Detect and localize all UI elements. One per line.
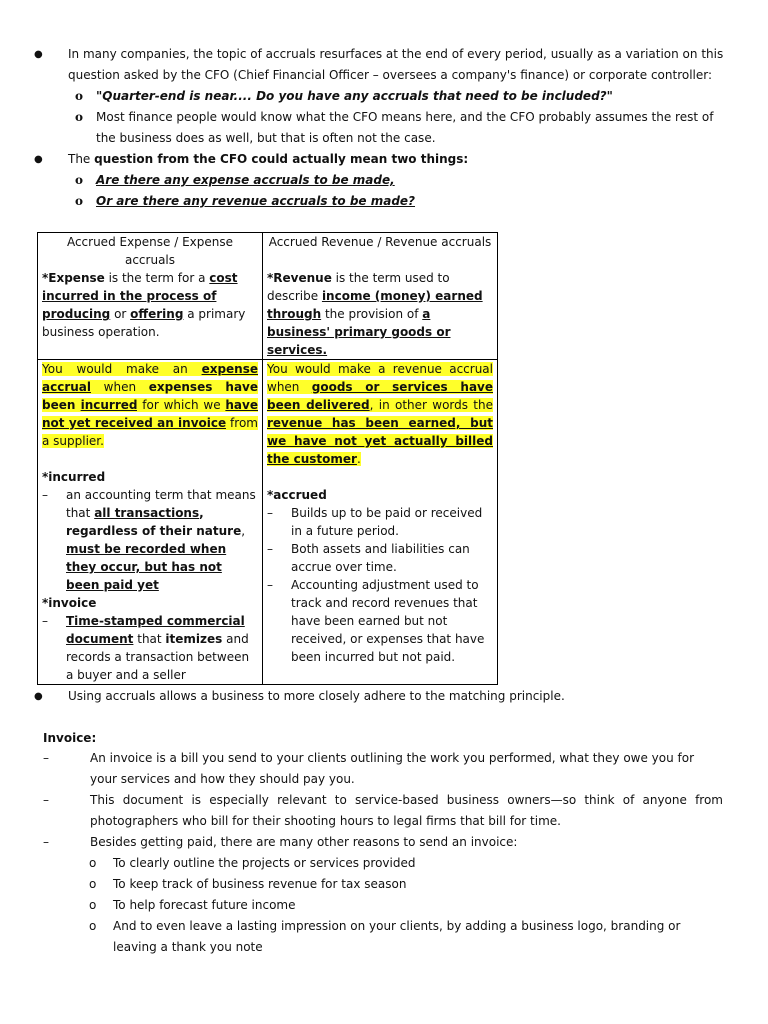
list-item — [28, 149, 728, 170]
list-item: – An invoice is a bill you send to your clients outlining the work you performed, what they owe you for your services and how they should pay you. — [43, 748, 723, 790]
sub-bullet-icon: o — [89, 877, 97, 891]
table-cell — [263, 233, 498, 360]
question-revenue: Or are there any revenue accruals to be made? — [96, 194, 416, 208]
list-item: o To clearly outline the projects or services provided — [43, 853, 723, 874]
accruals-table — [37, 232, 498, 685]
expense-definition: *Expense is the term for a cost incurred in the process of producing or offering a primary business operation. — [42, 271, 246, 339]
bullet-icon: ● — [34, 49, 43, 60]
bullet-icon: ● — [34, 691, 43, 702]
accrued-title: *accrued — [267, 488, 327, 502]
list-item: – Accounting adjustment used to track and record revenues that have been earned but not received, or expenses that have been incurred but not paid. — [267, 578, 485, 664]
dash-icon: – — [43, 793, 49, 807]
sub-bullet-icon: o — [75, 194, 84, 208]
list-item: – Both assets and liabilities can accrue over time. — [267, 542, 470, 574]
table-cell — [38, 233, 263, 360]
dash-icon: – — [267, 578, 273, 592]
sub-bullet-icon: o — [75, 173, 84, 187]
sub-bullet-icon: o — [75, 110, 84, 124]
list-item — [28, 686, 728, 707]
dash-icon: – — [43, 835, 49, 849]
dash-icon: – — [267, 506, 273, 520]
revenue-highlight: You would make a revenue accrual when goods or services have been delivered, in other words the revenue has been earned, but we have not yet actually billed the customer. — [267, 362, 493, 466]
list-item: o To keep track of business revenue for tax season — [43, 874, 723, 895]
list-item — [28, 107, 728, 149]
matching-section — [28, 686, 728, 707]
list-item: – an accounting term that means that all transactions, regardless of their nature, must be recorded when they occur, but has not been paid yet — [42, 488, 256, 592]
intro-bullet-2-bold: question from the CFO could actually mean two things: — [94, 152, 469, 166]
sub-bullet-icon: o — [89, 898, 97, 912]
bullet-icon: ● — [34, 154, 43, 165]
list-item: – Time-stamped commercial document that itemizes and records a transaction between a buyer and a seller — [42, 614, 250, 682]
cfo-quote: "Quarter-end is near.... Do you have any accruals that need to be included?" — [96, 89, 613, 103]
invoice-title: *invoice — [42, 596, 97, 610]
intro-bullet-1: In many companies, the topic of accruals resurfaces at the end of every period, usually as a variation on this question asked by the CFO (Chief Financial Officer – oversees a company's finance) or corporate controller: — [68, 47, 724, 82]
list-item — [28, 191, 728, 212]
question-expense: Are there any expense accruals to be made, — [96, 173, 395, 187]
dash-icon: – — [267, 542, 273, 556]
table-row — [38, 360, 498, 685]
revenue-header: Accrued Revenue / Revenue accruals — [268, 235, 492, 249]
revenue-definition: *Revenue is the term used to describe income (money) earned through the provision of a business' primary goods or services. — [267, 271, 483, 357]
list-item — [28, 170, 728, 191]
list-item — [28, 86, 728, 107]
intro-section — [28, 44, 728, 212]
intro-bullet-2-text: The — [68, 152, 95, 166]
list-item: – Builds up to be paid or received in a future period. — [267, 506, 483, 538]
list-item: – This document is especially relevant to service-based business owners—so think of anyone from photographers who bill for their shooting hours to legal firms that bill for time. — [43, 790, 723, 832]
sub-bullet-icon: o — [89, 856, 97, 870]
cfo-explanation: Most finance people would know what the CFO means here, and the CFO probably assumes the rest of the business does as well, but that is often not the case. — [96, 110, 714, 145]
matching-principle-text: Using accruals allows a business to more closely adhere to the matching principle. — [68, 689, 565, 703]
sub-bullet-icon: o — [89, 919, 97, 933]
sub-bullet-icon: o — [75, 89, 84, 103]
dash-icon: – — [43, 751, 49, 765]
expense-header: Accrued Expense / Expense accruals — [66, 235, 234, 267]
invoice-section — [43, 748, 723, 958]
list-item — [28, 44, 728, 86]
expense-highlight: You would make an expense accrual when expenses have been incurred for which we have not yet received an invoice from a supplier. — [42, 362, 258, 448]
dash-icon: – — [42, 488, 48, 502]
list-item: o To help forecast future income — [43, 895, 723, 916]
list-item: – Besides getting paid, there are many other reasons to send an invoice: — [43, 832, 723, 853]
invoice-heading: Invoice: — [43, 731, 97, 745]
dash-icon: – — [42, 614, 48, 628]
table-row — [38, 233, 498, 360]
table-cell — [263, 360, 498, 685]
table-cell — [38, 360, 263, 685]
list-item: o And to even leave a lasting impression on your clients, by adding a business logo, branding or leaving a thank you note — [43, 916, 723, 958]
incurred-title: *incurred — [42, 470, 106, 484]
